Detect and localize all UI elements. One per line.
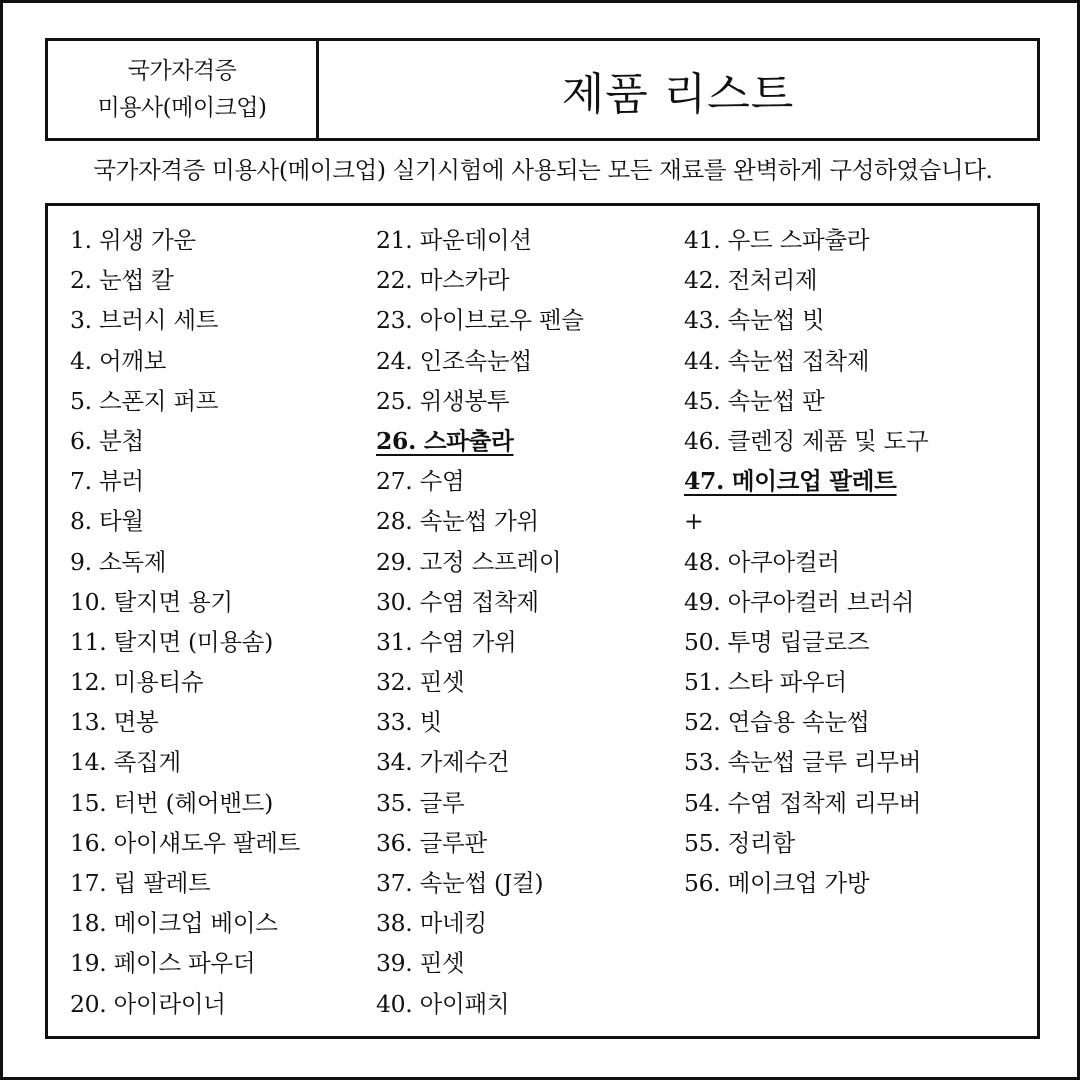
product-item: 8. 타월 — [70, 507, 144, 536]
product-item: 24. 인조속눈썹 — [376, 346, 532, 375]
product-item: 3. 브러시 세트 — [70, 306, 219, 335]
product-item: 17. 립 팔레트 — [70, 869, 211, 897]
product-item: 36. 글루판 — [376, 828, 487, 857]
product-item: 30. 수염 접착제 — [376, 587, 539, 616]
product-item: 35. 글루 — [376, 788, 465, 817]
product-item: 16. 아이섀도우 팔레트 — [70, 828, 301, 857]
product-item: 9. 소독제 — [70, 547, 167, 576]
product-item: 42. 전처리제 — [684, 266, 818, 295]
product-item-highlighted: 47. 메이크업 팔레트 — [684, 467, 897, 496]
product-item: 19. 페이스 파우더 — [70, 949, 256, 978]
product-item: 33. 빗 — [376, 708, 443, 737]
product-item: 54. 수염 접착제 리무버 — [684, 788, 922, 817]
product-item: 2. 눈썹 칼 — [70, 266, 174, 295]
product-item: 37. 속눈썹 (J컬) — [376, 869, 544, 897]
product-item: 22. 마스카라 — [376, 266, 510, 295]
product-item: 12. 미용티슈 — [70, 668, 204, 697]
product-item: 28. 속눈썹 가위 — [376, 507, 539, 536]
product-item: 38. 마네킹 — [376, 909, 487, 938]
product-item: 25. 위생봉투 — [376, 386, 510, 415]
product-item: 40. 아이패치 — [376, 989, 510, 1018]
product-item: 18. 메이크업 베이스 — [70, 909, 278, 938]
product-item: 53. 속눈썹 글루 리무버 — [684, 748, 922, 777]
product-item: 41. 우드 스파츌라 — [684, 226, 870, 254]
product-item: 1. 위생 가운 — [70, 226, 196, 254]
product-item: 55. 정리함 — [684, 828, 795, 857]
product-item: 52. 연습용 속눈썹 — [684, 708, 870, 737]
product-item: 14. 족집게 — [70, 748, 181, 777]
page-title: 제품 리스트 — [561, 68, 795, 120]
product-list-box — [45, 203, 1040, 1039]
product-column-1 — [70, 220, 300, 1024]
product-item: 48. 아쿠아컬러 — [684, 547, 840, 576]
product-item: 29. 고정 스프레이 — [376, 547, 562, 576]
product-item: 15. 터번 (헤어밴드) — [70, 788, 273, 817]
product-item: 32. 핀셋 — [376, 668, 465, 697]
certificate-label-line1: 국가자격증 — [127, 57, 237, 84]
product-item-highlighted: 26. 스파츌라 — [376, 426, 514, 455]
product-item: 13. 면봉 — [70, 708, 159, 737]
product-item: 27. 수염 — [376, 467, 465, 496]
product-item: 11. 탈지면 (미용솜) — [70, 627, 273, 656]
product-item: 44. 속눈썹 접착제 — [684, 346, 870, 375]
product-item: 34. 가제수건 — [376, 748, 510, 777]
product-item: 51. 스타 파우더 — [684, 668, 847, 697]
product-item: 45. 속눈썹 판 — [684, 386, 825, 415]
certificate-label-line2: 미용사(메이크업) — [97, 94, 267, 121]
product-item: 31. 수염 가위 — [376, 627, 517, 656]
product-item: 5. 스폰지 퍼프 — [70, 386, 219, 415]
product-item: 50. 투명 립글로즈 — [684, 627, 870, 656]
product-item: 6. 분첩 — [70, 426, 144, 455]
product-item: 46. 클렌징 제품 및 도구 — [684, 426, 929, 455]
product-item: 21. 파운데이션 — [376, 226, 532, 254]
product-column-3 — [684, 220, 928, 903]
product-item: 23. 아이브로우 펜슬 — [376, 306, 584, 335]
product-item: 4. 어깨보 — [70, 346, 167, 375]
product-item: 10. 탈지면 용기 — [70, 587, 233, 616]
product-item: 49. 아쿠아컬러 브러쉬 — [684, 587, 915, 616]
product-item: 39. 핀셋 — [376, 949, 465, 978]
product-column-2 — [376, 220, 584, 1024]
intro-text: 국가자격증 미용사(메이크업) 실기시험에 사용되는 모든 재료를 완벽하게 구성하였습니다. — [93, 156, 993, 184]
product-item: + — [684, 507, 704, 536]
product-item: 43. 속눈썹 빗 — [684, 306, 825, 335]
product-item: 7. 뷰러 — [70, 467, 144, 496]
product-item: 56. 메이크업 가방 — [684, 869, 870, 897]
product-item: 20. 아이라이너 — [70, 989, 226, 1018]
header-box — [45, 38, 1040, 141]
certificate-label — [48, 41, 319, 138]
